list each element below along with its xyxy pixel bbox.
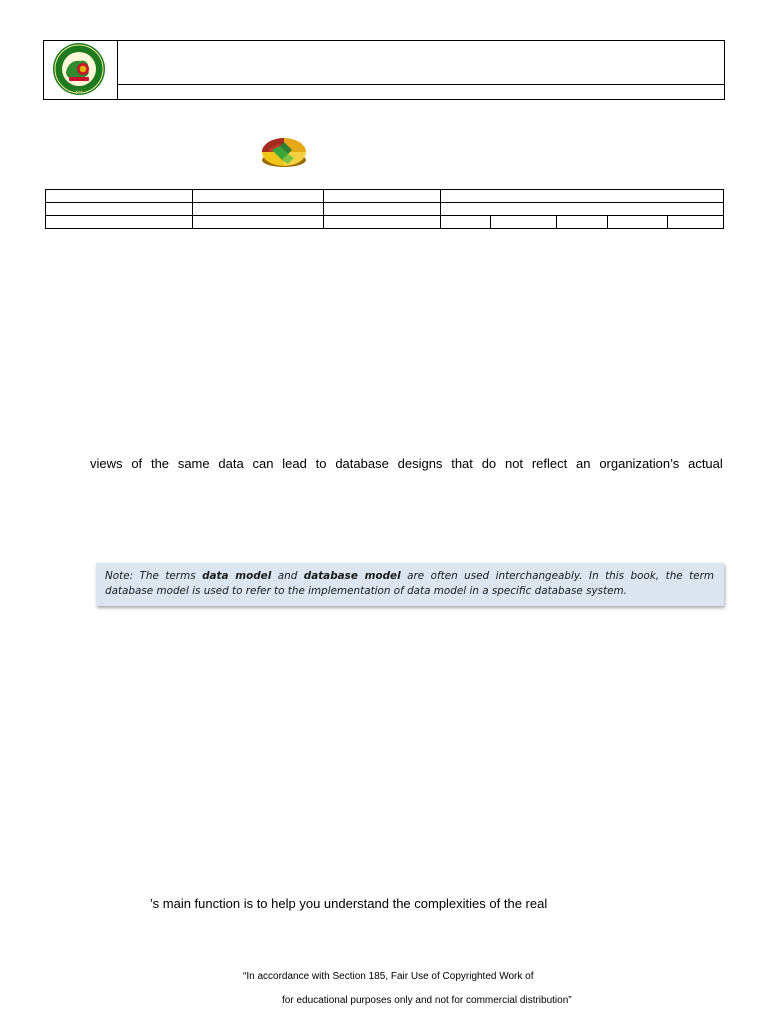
table-cell bbox=[441, 216, 491, 229]
table-row bbox=[46, 216, 724, 229]
word: reflect bbox=[531, 456, 568, 471]
svg-text:•••: ••• bbox=[75, 89, 83, 94]
footer-line-2: for educational purposes only and not for commercial distribution” bbox=[282, 995, 572, 1006]
word: that bbox=[451, 456, 473, 471]
word: lead bbox=[282, 456, 307, 471]
document-header bbox=[43, 40, 725, 100]
table-cell bbox=[324, 190, 441, 203]
word: to bbox=[315, 456, 327, 471]
note-line-1 bbox=[105, 569, 714, 584]
note-term-database-model: database model bbox=[303, 570, 401, 582]
table-cell bbox=[46, 216, 193, 229]
word: same bbox=[177, 456, 210, 471]
header-divider bbox=[118, 84, 724, 85]
word: of bbox=[131, 456, 143, 471]
table-cell bbox=[441, 203, 724, 216]
word: do bbox=[481, 456, 497, 471]
note-text: and bbox=[271, 570, 304, 582]
word: views bbox=[90, 456, 123, 471]
table-cell bbox=[324, 216, 441, 229]
function-line: ’s main function is to help you understand the complexities of the real bbox=[150, 896, 548, 911]
table-cell bbox=[557, 216, 608, 229]
word: can bbox=[252, 456, 274, 471]
table-cell bbox=[491, 216, 557, 229]
note-term-data-model: data model bbox=[202, 570, 272, 582]
table-row bbox=[46, 190, 724, 203]
table-cell bbox=[668, 216, 724, 229]
table-cell bbox=[608, 216, 668, 229]
table-cell bbox=[193, 203, 324, 216]
word: data bbox=[218, 456, 244, 471]
note-line-2: database model is used to refer to the implementation of data model in a specific database system. bbox=[105, 585, 627, 597]
note-callout bbox=[96, 563, 724, 606]
word: organization’s bbox=[599, 456, 680, 471]
table-cell bbox=[46, 203, 193, 216]
table-cell bbox=[193, 190, 324, 203]
word: database bbox=[335, 456, 389, 471]
table-cell bbox=[193, 216, 324, 229]
info-table bbox=[45, 189, 724, 229]
table-row bbox=[46, 203, 724, 216]
word: actual bbox=[688, 456, 723, 471]
table-cell bbox=[46, 190, 193, 203]
table-cell bbox=[441, 190, 724, 203]
database-pie-icon bbox=[254, 130, 310, 170]
word: an bbox=[576, 456, 591, 471]
note-text: Note: The terms bbox=[105, 570, 203, 582]
note-text: are often used interchangeably. In this book, the term bbox=[400, 570, 714, 582]
word: not bbox=[504, 456, 524, 471]
header-logo-cell bbox=[44, 41, 118, 99]
footer-line-1: “In accordance with Section 185, Fair Use of Copyrighted Work of bbox=[243, 971, 534, 982]
table-cell bbox=[324, 203, 441, 216]
paragraph-line bbox=[90, 456, 723, 471]
word: the bbox=[150, 456, 170, 471]
word: designs bbox=[397, 456, 443, 471]
university-seal-logo bbox=[44, 41, 118, 99]
